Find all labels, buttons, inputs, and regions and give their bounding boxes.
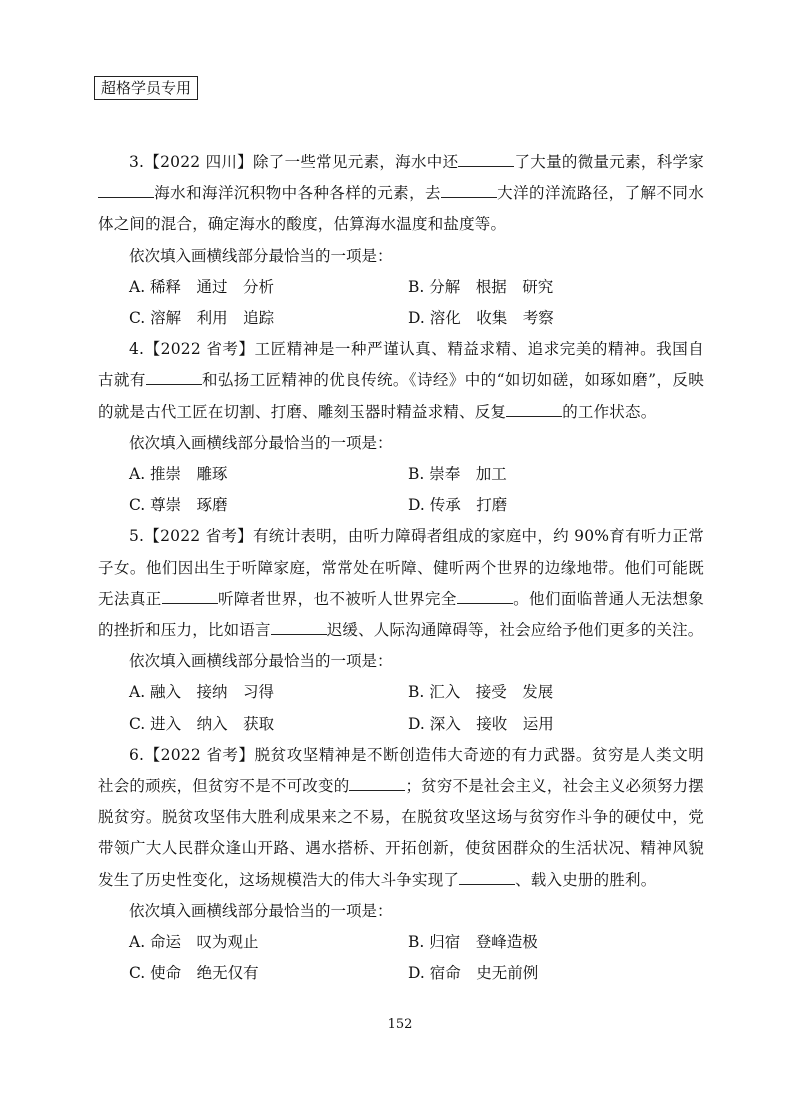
- fill-blank: [162, 602, 218, 604]
- stem-text: 、载入史册的胜利。: [515, 870, 657, 889]
- question-prompt: 依次填入画横线部分最恰当的一项是：: [129, 433, 393, 452]
- option-c[interactable]: C. 进入 纳入 获取: [129, 714, 275, 733]
- question-source: 【2022 省考】: [144, 527, 253, 546]
- stem-text: 听障者世界，也不被听人世界完全: [217, 589, 457, 608]
- fill-blank: [459, 883, 515, 885]
- question-number: 6.: [129, 745, 145, 764]
- fill-blank: [98, 196, 154, 198]
- stem-text: 迟缓、人际沟通障碍等，社会应给予他们更多的关注。: [326, 621, 704, 640]
- option-b[interactable]: B. 分解 根据 研究: [408, 277, 554, 296]
- question-number: 4.: [129, 340, 145, 359]
- question-number: 3.: [129, 153, 145, 171]
- fill-blank: [457, 602, 513, 604]
- question-stem: [98, 334, 704, 428]
- question-6: [98, 740, 704, 990]
- stem-text: 脱贫攻坚精神是不断创造伟大奇迹的有力武器。贫穷是人类文明社会的顽疾，但贫穷不是不可改变的: [98, 745, 704, 796]
- option-b[interactable]: B. 归宿 登峰造极: [408, 933, 538, 952]
- fill-blank: [271, 633, 327, 635]
- question-stem: [98, 521, 704, 646]
- question-4: [98, 334, 704, 521]
- answer-options: [98, 272, 704, 334]
- stem-text: ；贫穷不是社会主义，社会主义必须努力摆脱贫穷。脱贫攻坚伟大胜利成果来之不易，在脱贫攻坚这场与贫穷作斗争的硬仗中，党带领广大人民群众逢山开路、遇水搭桥、开拓创新，使贫困群众的生活状况、精神风貌发生了历史性变化，这场规模浩大的伟大斗争实现了: [98, 777, 704, 889]
- option-a[interactable]: A. 稀释 通过 分析: [129, 277, 275, 296]
- option-d[interactable]: D. 深入 接收 运用: [408, 714, 554, 733]
- answer-options: [98, 459, 704, 521]
- question-source: 【2022 四川】: [144, 153, 253, 171]
- answer-options: [98, 927, 704, 989]
- option-a[interactable]: A. 推崇 雕琢: [129, 465, 228, 484]
- option-d[interactable]: D. 溶化 收集 考察: [408, 309, 554, 328]
- stem-text: 工匠精神是一种严谨认真、精益求精、追求完美的精神。我国自古就有: [98, 340, 704, 390]
- fill-blank: [506, 415, 562, 417]
- page-number: 152: [387, 1017, 413, 1032]
- option-b[interactable]: B. 汇入 接受 发展: [408, 683, 554, 702]
- option-b[interactable]: B. 崇奉 加工: [408, 465, 507, 484]
- question-prompt: 依次填入画横线部分最恰当的一项是：: [129, 246, 393, 265]
- question-prompt: 依次填入画横线部分最恰当的一项是：: [129, 652, 393, 671]
- question-source: 【2022 省考】: [144, 745, 255, 764]
- question-source: 【2022 省考】: [144, 340, 255, 359]
- question-stem: [98, 740, 704, 896]
- fill-blank: [458, 165, 514, 167]
- fill-blank: [441, 196, 497, 198]
- stem-text: 了大量的微量元素，科学家: [514, 153, 704, 171]
- stem-text: 海水和海洋沉积物中各种各样的元素，去: [154, 184, 441, 203]
- stem-text: 。他们面临普通人无法想象的挫折和压力，比如语言: [98, 589, 704, 640]
- stem-text: 大洋的洋流路径，了解不同水体之间的混合，确定海水的酸度，估算海水温度和盐度等。: [98, 184, 704, 234]
- fill-blank: [146, 383, 202, 385]
- option-a[interactable]: A. 融入 接纳 习得: [129, 683, 275, 702]
- exclusive-badge: 超格学员专用: [94, 76, 198, 100]
- stem-text: 的工作状态。: [562, 402, 657, 421]
- question-3: [98, 147, 704, 334]
- stem-text: 和弘扬工匠精神的优良传统。《诗经》中的“如切如磋，如琢如磨”，反映的就是古代工匠在切割、打磨、雕刻玉器时精益求精、反复: [98, 371, 704, 421]
- option-a[interactable]: A. 命运 叹为观止: [129, 933, 259, 952]
- question-prompt: 依次填入画横线部分最恰当的一项是：: [129, 901, 393, 920]
- stem-text: 除了一些常见元素，海水中还: [252, 153, 459, 171]
- stem-text: 有统计表明，由听力障碍者组成的家庭中，约 90%育有听力正常子女。他们因出生于听障家庭，常常处在听障、健听两个世界的边缘地带。他们可能既无法真正: [98, 527, 704, 608]
- answer-options: [98, 677, 704, 739]
- question-number: 5.: [129, 527, 145, 546]
- question-list: [98, 147, 704, 989]
- fill-blank: [349, 789, 405, 791]
- question-5: [98, 521, 704, 739]
- option-c[interactable]: C. 使命 绝无仅有: [129, 964, 259, 983]
- question-stem: [98, 147, 704, 241]
- option-c[interactable]: C. 尊崇 琢磨: [129, 496, 228, 515]
- option-c[interactable]: C. 溶解 利用 追踪: [129, 309, 275, 328]
- option-d[interactable]: D. 宿命 史无前例: [408, 964, 539, 983]
- option-d[interactable]: D. 传承 打磨: [408, 496, 508, 515]
